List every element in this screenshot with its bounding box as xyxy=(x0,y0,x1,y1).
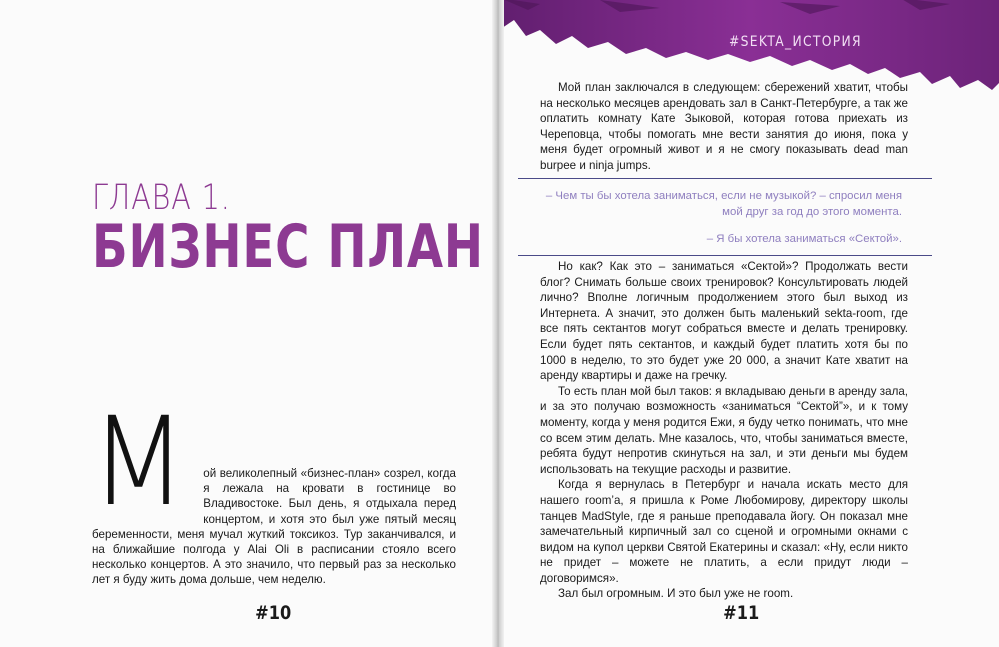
paragraph-1-text: Мой план заключался в следующем: сбережений хватит, чтобы на несколько месяцев арендовать зал в Санкт-Петербурге, а так же оплатить комнату Кате Зыковой, которая готова приехать из Череповца, чтобы помогать мне вести занятия до июня, пока у меня будет огромный живот и я не смогу показывать dead man burpee и ninja jumps. xyxy=(540,81,908,172)
page-number-left: #10 xyxy=(255,602,292,624)
quote-line-1: – Чем ты бы хотела заниматься, если не музыкой? – спросил меня xyxy=(545,190,902,202)
paragraph-1 xyxy=(540,80,908,174)
drop-cap: М xyxy=(90,391,187,533)
page-number-right: #11 xyxy=(723,602,760,624)
chapter-number: ГЛАВА 1. xyxy=(92,178,231,218)
chapter-title: БИЗНЕС ПЛАН xyxy=(92,212,484,282)
left-page xyxy=(0,0,496,647)
body-paragraph: Когда я вернулась в Петербург и начала искать место для нашего room’а, я пришла к Роме Любомирову, директору школы танцев MadStyle, где я раньше преподавала йогу. Он показал мне замечательный кирпичный зал со сценой и огромными окнами с видом на купол церкви Святой Екатерины и сказал: «Ну, если никто не придет – можете не платить, а если придут люди – договоримся». xyxy=(540,478,908,585)
body-paragraph: Но как? Как это – заниматься «Сектой»? Продолжать вести блог? Снимать больше своих тренировок? Консультировать людей лично? Вполне логичным продолжением этого был выход из Интернета. А значит, это должен быть маленький sekta-room, где все пять сектантов могут собраться вместе и делать тренировку. Если будет пять сектантов, и каждый будет платить хотя бы по 1000 в неделю, то это будет уже 20 000, а значит Кате хватит на аренду квартиры и даже на гречку. xyxy=(540,260,908,383)
quote-block xyxy=(518,178,932,256)
book-spine xyxy=(492,0,504,647)
section-hashtag: #SEKTA_ИСТОРИЯ xyxy=(729,34,862,50)
intro-text: ой великолепный «бизнес-план» созрел, когда я лежала на кровати в гостинице во Владивостоке. Был день, я отдыхала перед концертом, и хотя это был уже пятый месяц беременности, меня мучал жуткий токсикоз. Тур заканчивался, и на ближайшие полгода у Alai Oli в расписании стояло всего несколько концертов. А это значило, что первый раз за несколько лет я буду жить дома дольше, чем неделю. xyxy=(92,467,456,587)
quote-line-3: – Я бы хотела заниматься «Сектой». xyxy=(706,233,902,245)
body-paragraphs xyxy=(540,259,908,602)
body-paragraph: То есть план мой был таков: я вкладываю деньги в аренду зала, и за это получаю возможность «заниматься “Сектой”», и к тому моменту, когда у меня родится Ежи, я буду четко понимать, что мне со всем этим делать. Мне казалось, что, чтобы заниматься вместе, ребята будут непротив скинуться на зал, и эти деньги мы будем использовать на текущие расходы и развитие. xyxy=(540,384,908,476)
right-page xyxy=(500,0,999,647)
body-paragraph: Зал был огромным. И это был уже не room. xyxy=(558,587,794,601)
intro-paragraph xyxy=(90,391,456,588)
quote-line-2: мой друг за год до этого момента. xyxy=(722,206,902,218)
